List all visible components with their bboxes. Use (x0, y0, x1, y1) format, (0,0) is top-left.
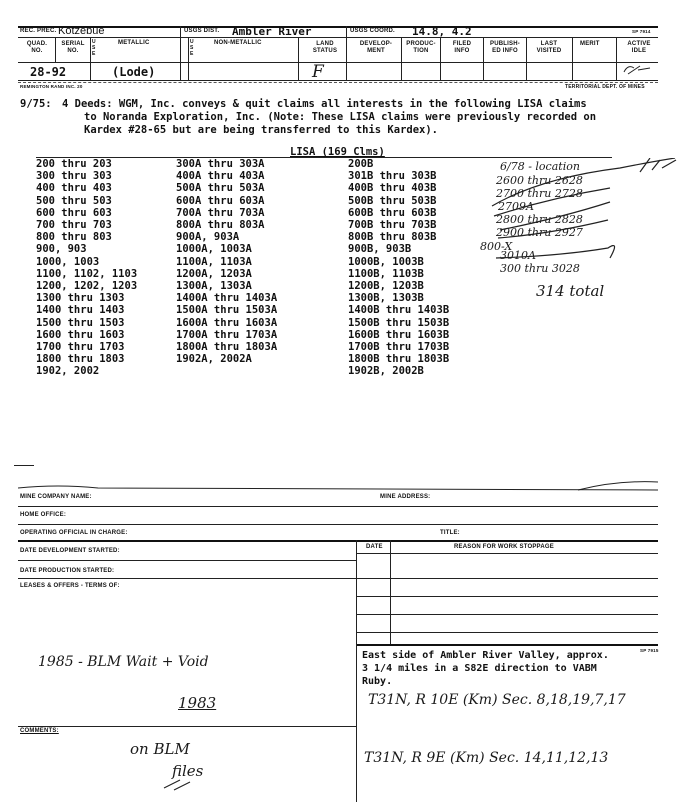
handwritten-strikes (480, 158, 678, 278)
note-line-2: to Noranda Exploration, Inc. (Note: These LISA claims were previously recorded on (84, 111, 597, 123)
active-idle-label: ACTIVE IDLE (627, 41, 651, 54)
rule (572, 37, 573, 80)
comment-year: 1983 (178, 694, 217, 712)
blm-comment: 1985 - BLM Wait + Void (38, 654, 209, 670)
use-label: U S E (92, 39, 96, 57)
claim-entry: 1800 thru 1803 (36, 353, 125, 366)
quad-serial-value: 28-92 (30, 65, 67, 79)
mine-address-label: MINE ADDRESS: (380, 494, 431, 500)
claim-entry: 1902A, 2002A (176, 353, 252, 366)
claim-entry: 1000B, 1003B (348, 255, 424, 268)
comment-on-blm: on BLM (130, 740, 190, 758)
township-line-1: T31N, R 10E (Km) Sec. 8,18,19,7,17 (368, 692, 626, 708)
rule (18, 80, 658, 81)
claim-entry: 1400 thru 1403 (36, 304, 125, 317)
claim-entry: 200B (348, 158, 374, 170)
reason-label: REASON FOR WORK STOPPAGE (454, 544, 554, 550)
claim-entry: 600B thru 603B (348, 206, 437, 219)
claim-entry: 1100A, 1103A (176, 255, 252, 268)
serial-no-label: SERIAL NO. (61, 41, 85, 54)
last-visited-label: LAST VISITED (536, 41, 562, 54)
date-production-label: DATE PRODUCTION STARTED: (20, 568, 115, 574)
note-line-3: Kardex #28-65 but are being transferred to this Kardex). (84, 124, 439, 136)
rule (55, 37, 56, 62)
usgs-coord-value: 14.8, 4.2 (412, 25, 472, 38)
claim-entry: 600A thru 603A (176, 194, 265, 207)
claim-entry: 1100B, 1103B (348, 267, 424, 280)
claim-entry: 500B thru 503B (348, 194, 437, 207)
claim-entry: 400B thru 403B (348, 182, 437, 195)
claim-entry: 400 thru 403 (36, 182, 112, 195)
hw-range: 800-X (480, 240, 513, 253)
rule (18, 37, 658, 38)
usgs-dist-value: Ambler River (232, 25, 312, 38)
claim-entry: 900B, 903B (348, 243, 412, 256)
claim-entry: 1500A thru 1503A (176, 304, 278, 317)
rule (18, 62, 658, 63)
claim-entry: 300 thru 303 (36, 170, 112, 183)
claim-entry: 1600A thru 1603A (176, 316, 278, 329)
claim-entry: 1700 thru 1703 (36, 341, 125, 354)
rule (298, 37, 299, 80)
claim-entry: 1300A, 1303A (176, 280, 252, 293)
rule (18, 26, 658, 28)
rule (356, 614, 658, 615)
usgs-dist-label: USGS DIST. (184, 28, 220, 34)
comments-label: COMMENTS: (20, 728, 59, 734)
rule (526, 37, 527, 80)
rule (18, 726, 356, 727)
claim-entry: 200 thru 203 (36, 158, 112, 170)
claim-entry: 1400B thru 1403B (348, 304, 450, 317)
scribble-mark (160, 778, 220, 792)
hw-range: 2709A (498, 200, 534, 213)
use-label-nonmetallic: U S E (190, 39, 194, 57)
claim-entry: 1000A, 1003A (176, 243, 252, 256)
rule (401, 37, 402, 80)
claim-entry: 800A thru 803A (176, 219, 265, 232)
location-line-1: East side of Ambler River Valley, approx. (362, 650, 609, 661)
rule (356, 596, 658, 597)
quad-no-label: QUAD. NO. (26, 41, 48, 54)
active-idle-mark (618, 60, 658, 82)
claim-entry: 300A thru 303A (176, 158, 265, 170)
claim-entry: 800B thru 803B (348, 231, 437, 244)
mine-company-label: MINE COMPANY NAME: (20, 494, 92, 500)
claim-entry: 1200A, 1203A (176, 267, 252, 280)
metallic-label: METALLIC (118, 40, 150, 46)
leases-label: LEASES & OFFERS - TERMS OF: (20, 583, 120, 589)
perforation (18, 82, 658, 83)
rule (180, 26, 181, 80)
development-label: DEVELOP-MENT (359, 41, 393, 54)
date-column-label: DATE (366, 544, 383, 550)
hw-range: 3010A (500, 249, 536, 262)
rule (346, 26, 347, 80)
rule (356, 540, 357, 802)
hw-range: 2700 thru 2728 (496, 187, 583, 200)
claim-entry: 1902, 2002 (36, 365, 100, 378)
claim-entry: 400A thru 403A (176, 170, 265, 183)
claim-entry: 1902B, 2002B (348, 365, 424, 378)
location-header: 6/78 - location (500, 160, 580, 173)
usgs-coord-label: USGS COORD. (350, 28, 395, 34)
rule (18, 506, 658, 507)
claim-entry: 1000, 1003 (36, 255, 100, 268)
filed-info-label: FILED INFO (452, 41, 472, 54)
claim-entry: 1700A thru 1703A (176, 328, 278, 341)
rule (390, 540, 391, 644)
claims-column-2 (176, 158, 277, 365)
claim-entry: 1200, 1202, 1203 (36, 280, 138, 293)
lisa-title: LISA (169 Clms) (290, 146, 385, 158)
rule (440, 37, 441, 80)
claim-entry: 700 thru 703 (36, 219, 112, 232)
rule (18, 578, 658, 579)
claims-column-1 (36, 158, 137, 378)
note-line-1: 4 Deeds: WGM, Inc. conveys & quit claims all interests in the following LISA claims (62, 98, 587, 110)
location-line-3: Ruby. (362, 676, 393, 687)
claim-entry: 301B thru 303B (348, 170, 437, 183)
claim-entry: 1600 thru 1603 (36, 328, 125, 341)
non-metallic-label: NON-METALLIC (214, 40, 262, 46)
rule (483, 37, 484, 80)
claim-entry: 1800A thru 1803A (176, 341, 278, 354)
claims-column-3 (348, 158, 449, 378)
home-office-label: HOME OFFICE: (20, 512, 67, 518)
rule (18, 560, 356, 561)
production-label: PRODUC-TION (406, 41, 436, 54)
claim-entry: 1500 thru 1503 (36, 316, 125, 329)
claim-entry: 900A, 903A (176, 231, 240, 244)
wavy-line (18, 478, 658, 496)
claim-entry: 900, 903 (36, 243, 87, 256)
location-line-2: 3 1/4 miles in a S82E direction to VABM (362, 663, 597, 674)
claim-entry: 1100, 1102, 1103 (36, 267, 138, 280)
claim-entry: 1300B, 1303B (348, 292, 424, 305)
claim-entry: 700A thru 703A (176, 206, 265, 219)
claim-entry: 600 thru 603 (36, 206, 112, 219)
rule (356, 644, 658, 646)
rec-prec-label: REC. PREC. (20, 28, 57, 34)
rule (14, 465, 34, 466)
small-form-number: SP 7915 (640, 648, 659, 653)
land-status-value: F (312, 62, 324, 82)
claim-entry: 800 thru 803 (36, 231, 112, 244)
claim-entry: 1400A thru 1403A (176, 292, 278, 305)
hw-range: 2800 thru 2828 (496, 213, 583, 226)
claim-entry: 1500B thru 1503B (348, 316, 450, 329)
rule (356, 553, 658, 554)
claim-entry: 1200B, 1203B (348, 280, 424, 293)
rule (18, 524, 658, 525)
township-line-2: T31N, R 9E (Km) Sec. 14,11,12,13 (364, 750, 609, 766)
claim-entry: 500 thru 503 (36, 194, 112, 207)
hw-total: 314 total (536, 282, 605, 300)
claim-entry: 1800B thru 1803B (348, 353, 450, 366)
date-development-label: DATE DEVELOPMENT STARTED: (20, 548, 120, 554)
land-status-label: LAND STATUS (312, 41, 338, 54)
claim-entry: 1700B thru 1703B (348, 341, 450, 354)
rec-prec-value: Kotzebue (58, 25, 105, 37)
published-info-label: PUBLISH-ED INFO (490, 41, 520, 54)
territorial-text: TERRITORIAL DEPT. OF MINES (565, 84, 645, 90)
merit-label: MERIT (580, 41, 600, 47)
form-number: SP 7914 (632, 29, 651, 34)
claim-entry: 1600B thru 1603B (348, 328, 450, 341)
note-date: 9/75: (20, 98, 52, 110)
rule (90, 37, 91, 80)
comment-files: files (172, 762, 204, 780)
hw-range: 2900 thru 2927 (496, 226, 583, 239)
claim-entry: 1300 thru 1303 (36, 292, 125, 305)
lode-value: (Lode) (112, 65, 156, 79)
rule (356, 632, 658, 633)
rule (18, 540, 658, 542)
claim-entry: 700B thru 703B (348, 219, 437, 232)
claim-entry: 500A thru 503A (176, 182, 265, 195)
hw-range: 300 thru 3028 (500, 262, 580, 275)
rule (188, 37, 189, 80)
title-label: TITLE: (440, 530, 460, 536)
operating-official-label: OPERATING OFFICIAL IN CHARGE: (20, 530, 128, 536)
rule (616, 37, 617, 80)
remington-text: REMINGTON RAND INC. 20 (20, 84, 83, 89)
hw-range: 2600 thru 2628 (496, 174, 583, 187)
